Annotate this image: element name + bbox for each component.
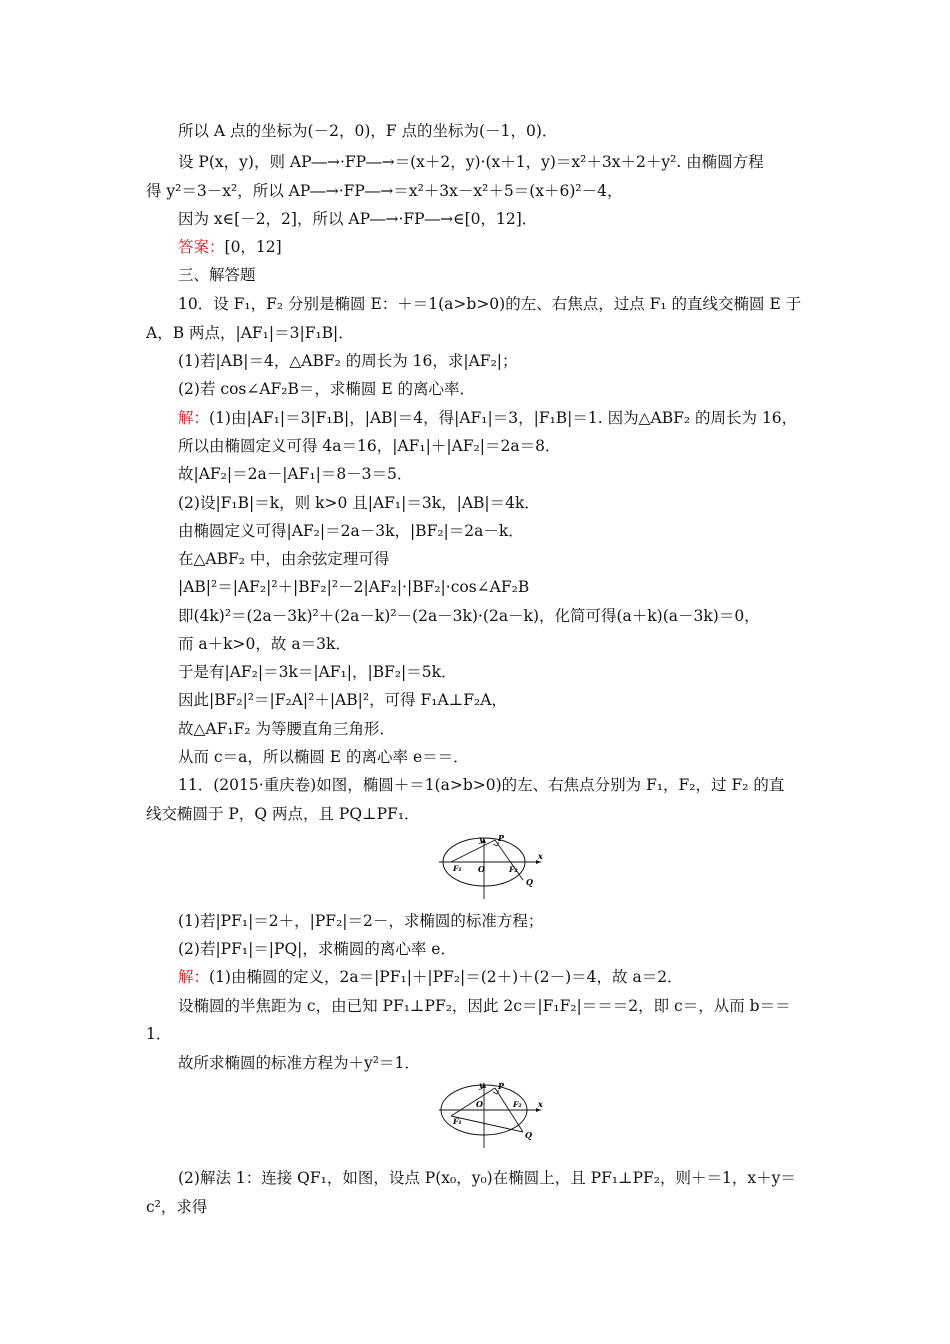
label-p: P xyxy=(498,1081,505,1091)
text-line: |AB|²＝|AF₂|²＋|BF₂|²－2|AF₂|·|BF₂|·cos∠AF₂B xyxy=(178,578,530,596)
problem-10-stem: 10．设 F₁，F₂ 分别是椭圆 E：＋＝1(a>b>0)的左、右焦点，过点 F₁ 的直线交椭圆 E 于 xyxy=(178,295,802,313)
text-line: (2)若 cos∠AF₂B＝，求椭圆 E 的离心率． xyxy=(178,380,476,398)
answer-line xyxy=(178,236,282,258)
label-y: y xyxy=(479,1080,484,1090)
answer-value: [0，12] xyxy=(224,238,282,256)
text-line: 在△ABF₂ 中，由余弦定理可得 xyxy=(178,550,390,568)
solution-text: (1)由椭圆的定义，2a＝|PF₁|＋|PF₂|＝(2＋)＋(2－)＝4，故 a＝2． xyxy=(209,968,683,986)
label-f1: F₁ xyxy=(453,864,462,873)
label-o: O xyxy=(476,1099,483,1109)
text-line: 1． xyxy=(146,1025,172,1043)
text-line: 即(4k)²＝(2a－3k)²＋(2a－k)²－(2a－3k)·(2a－k)，化简可得(a＋k)(a－3k)＝0， xyxy=(178,607,760,625)
label-f2: F₂ xyxy=(513,1100,522,1109)
solution-label: 解： xyxy=(178,968,210,986)
problem-11-stem: 11．(2015·重庆卷)如图，椭圆＋＝1(a>b>0)的左、右焦点分别为 F₁，F₂，过 F₂ 的直 xyxy=(178,776,785,794)
label-p: P xyxy=(498,835,505,843)
ellipse-figure-1 xyxy=(435,835,545,901)
section-heading: 三、解答题 xyxy=(178,266,256,284)
label-y: y xyxy=(479,835,484,844)
text-line: 故△AF₁F₂ 为等腰直角三角形． xyxy=(178,720,395,738)
text-line: 由椭圆定义可得|AF₂|＝2a－3k，|BF₂|＝2a－k． xyxy=(178,522,524,540)
text-line: A，B 两点，|AF₁|＝3|F₁B|． xyxy=(146,324,354,342)
text-line: (2)若|PF₁|＝|PQ|，求椭圆的离心率 e． xyxy=(178,940,456,958)
ellipse-figure-2 xyxy=(435,1080,545,1150)
text-line: 所以由椭圆定义可得 4a＝16，|AF₁|＋|AF₂|＝2a＝8． xyxy=(178,437,561,455)
text-line: 故所求椭圆的标准方程为＋y²＝1． xyxy=(178,1054,420,1072)
text-line: 而 a＋k>0，故 a＝3k． xyxy=(178,635,351,653)
text-line: (2)解法 1：连接 QF₁，如图，设点 P(x₀，y₀)在椭圆上，且 PF₁⊥PF₂，则＋＝1，x＋y＝ xyxy=(178,1169,796,1187)
text-line: 设 P(x，y)，则 AP―→·FP―→＝(x＋2，y)·(x＋1，y)＝x²＋3x＋2＋y². 由椭圆方程 xyxy=(178,153,764,171)
answer-label: 答案： xyxy=(178,238,225,256)
text-line: 于是有|AF₂|＝3k＝|AF₁|，|BF₂|＝5k． xyxy=(178,663,457,681)
label-q: Q xyxy=(525,1130,532,1140)
text-line: 得 y²＝3－x²，所以 AP―→·FP―→＝x²＋3x－x²＋5＝(x＋6)²－4， xyxy=(146,182,623,200)
label-q: Q xyxy=(526,877,533,887)
text-line: c²，求得 xyxy=(146,1198,208,1216)
segment-qf1 xyxy=(451,1116,523,1132)
text-line: (1)若|AB|＝4，△ABF₂ 的周长为 16，求|AF₂|； xyxy=(178,352,518,370)
text-line: 线交椭圆于 P，Q 两点，且 PQ⊥PF₁． xyxy=(146,805,420,823)
solution-text: (1)由|AF₁|＝3|F₁B|，|AB|＝4，得|AF₁|＝3，|F₁B|＝1. 因为△ABF₂ 的周长为 16， xyxy=(209,409,798,427)
solution-line xyxy=(178,966,683,988)
text-line: (1)若|PF₁|＝2＋，|PF₂|＝2－，求椭圆的标准方程； xyxy=(178,912,544,930)
label-x: x xyxy=(538,1099,543,1109)
label-o: O xyxy=(478,864,485,874)
text-line: 设椭圆的半焦距为 c，由已知 PF₁⊥PF₂，因此 2c＝|F₁F₂|＝＝＝2，即 c＝，从而 b＝＝ xyxy=(178,997,791,1015)
text-line: 因此|BF₂|²＝|F₂A|²＋|AB|²，可得 F₁A⊥F₂A， xyxy=(178,691,507,709)
segment-pq xyxy=(495,840,523,880)
text-line: 所以 A 点的坐标为(－2，0)，F 点的坐标为(－1，0)． xyxy=(178,122,558,140)
text-line: 故|AF₂|＝2a－|AF₁|＝8－3＝5． xyxy=(178,465,413,483)
text-line: 因为 x∈[－2，2]，所以 AP―→·FP―→∈[0，12]． xyxy=(178,210,538,228)
label-f1: F₁ xyxy=(453,1117,462,1126)
segment-pf1 xyxy=(451,1088,495,1116)
label-f2: F₂ xyxy=(509,865,518,874)
text-line: 从而 c＝a，所以椭圆 E 的离心率 e＝＝． xyxy=(178,748,469,766)
label-x: x xyxy=(538,851,543,861)
solution-label: 解： xyxy=(178,409,210,427)
solution-line xyxy=(178,407,797,429)
text-line: (2)设|F₁B|＝k，则 k>0 且|AF₁|＝3k，|AB|＝4k． xyxy=(178,494,540,512)
